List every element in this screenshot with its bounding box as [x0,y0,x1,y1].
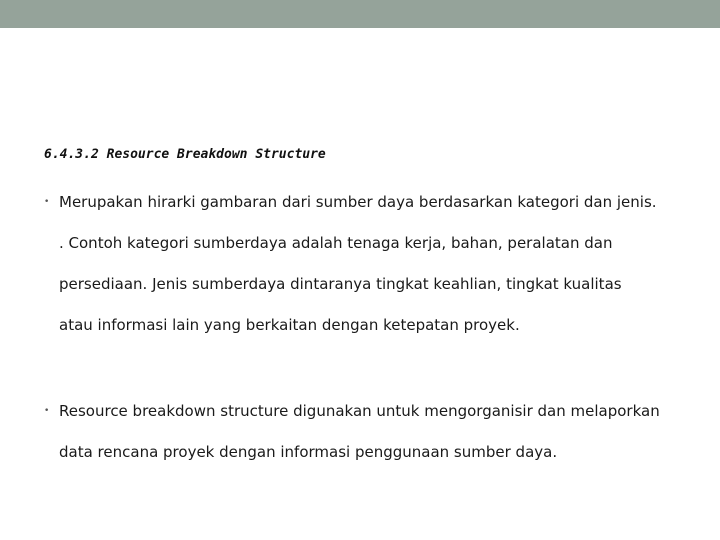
bullet-marker: • [44,406,50,416]
bullet-item-1 [44,192,704,356]
bullet-text: Merupakan hirarki gambaran dari sumber daya berdasarkan kategori dan jenis. [59,193,657,211]
bullet-line [44,274,704,315]
section-heading: 6.4.3.2 Resource Breakdown Structure [44,147,326,162]
bullet-text: atau informasi lain yang berkaitan dengan ketepatan proyek. [59,316,520,334]
bullet-marker: • [44,197,50,207]
bullet-line [44,192,704,233]
bullet-text: data rencana proyek dengan informasi penggunaan sumber daya. [59,443,558,461]
bullet-item-2 [44,401,704,483]
bullet-text: Resource breakdown structure digunakan untuk mengorganisir dan melaporkan [59,402,660,420]
bullet-line [44,442,704,483]
bullet-line [44,315,704,356]
bullet-text: persediaan. Jenis sumberdaya dintaranya tingkat keahlian, tingkat kualitas [59,275,622,293]
bullet-line [44,401,704,442]
bullet-line [44,233,704,274]
top-accent-bar [0,0,720,28]
bullet-text: . Contoh kategori sumberdaya adalah tenaga kerja, bahan, peralatan dan [59,234,613,252]
